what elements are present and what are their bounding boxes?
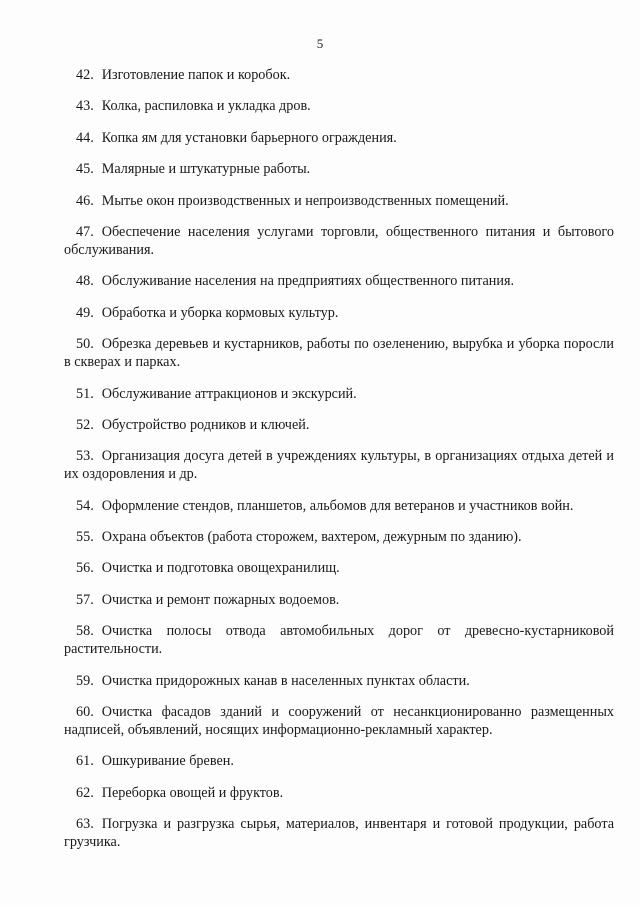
item-number: 56. [76,560,94,577]
item-text: Очистка придорожных канав в населенных пунктах области. [101,672,470,689]
list-item [64,591,614,609]
item-number: 55. [76,529,94,546]
list-item [64,97,614,115]
item-number: 49. [76,304,94,321]
list-item [64,160,614,178]
item-number: 46. [76,192,94,209]
item-text: Мытье окон производственных и непроизводственных помещений. [101,192,509,209]
list-item [64,66,614,84]
item-text: Оформление стендов, планшетов, альбомов для ветеранов и участников войн. [101,497,574,514]
list-item [64,672,614,690]
list-item [64,447,614,483]
item-number: 47. [76,223,94,240]
list-item [64,528,614,546]
item-number: 60. [76,704,94,721]
item-text: Обработка и уборка кормовых культур. [101,304,339,321]
item-text: Очистка и ремонт пожарных водоемов. [101,591,340,608]
list-item [64,335,614,371]
item-text: Изготовление папок и коробок. [101,67,291,83]
list-item [64,784,614,802]
item-text: Обустройство родников и ключей. [101,416,310,433]
list-item [64,703,614,739]
item-number: 45. [76,161,94,178]
list-item [64,497,614,515]
list-item [64,752,614,770]
item-number: 43. [76,98,94,115]
item-text: Охрана объектов (работа сторожем, вахтером, дежурным по зданию). [101,529,522,546]
item-text: Переборка овощей и фруктов. [101,784,284,801]
item-text: Очистка и подготовка овощехранилищ. [101,560,340,577]
list-item [64,385,614,403]
list-item [64,622,614,658]
list-item [64,272,614,290]
item-text: Колка, распиловка и укладка дров. [101,98,311,115]
item-text: Обслуживание аттракционов и экскурсий. [101,385,357,402]
item-number: 53. [76,448,94,465]
item-number: 58. [76,623,94,640]
item-text: Очистка полосы отвода автомобильных дорог от древесно-кустарниковой растительности. [64,623,614,658]
item-number: 61. [76,753,94,770]
item-number: 51. [76,385,94,402]
item-text: Обслуживание населения на предприятиях общественного питания. [101,273,515,290]
page-number: 5 [316,36,324,51]
list-item [64,416,614,434]
item-text: Организация досуга детей в учреждениях культуры, в организациях отдыха детей и их оздоровления и др. [64,448,614,483]
item-text: Копка ям для установки барьерного ограждения. [101,129,397,146]
item-number: 63. [76,816,94,833]
item-number: 54. [76,497,94,514]
item-text: Малярные и штукатурные работы. [101,161,311,178]
item-number: 52. [76,416,94,433]
item-text: Очистка фасадов зданий и сооружений от несанкционированно размещенных надписей, объявлений, носящих информационно-рекламный характер. [64,704,614,739]
list-item [64,559,614,577]
item-number: 50. [76,336,94,353]
item-number: 59. [76,672,94,689]
list-item [64,223,614,259]
item-number: 48. [76,273,94,290]
item-number: 57. [76,591,94,608]
item-text: Погрузка и разгрузка сырья, материалов, инвентаря и готовой продукции, работа грузчика. [64,816,614,851]
list-item [64,192,614,210]
item-number: 42. [76,67,94,83]
item-number: 44. [76,129,94,146]
list-item [64,129,614,147]
item-text: Обрезка деревьев и кустарников, работы по озеленению, вырубка и уборка поросли в скверах и парках. [64,336,614,371]
list-item [64,815,614,851]
item-text: Обеспечение населения услугами торговли, общественного питания и бытового обслуживания. [64,223,614,258]
list-item [64,304,614,322]
item-text: Ошкуривание бревен. [101,753,234,770]
item-number: 62. [76,784,94,801]
work-list [64,66,614,865]
